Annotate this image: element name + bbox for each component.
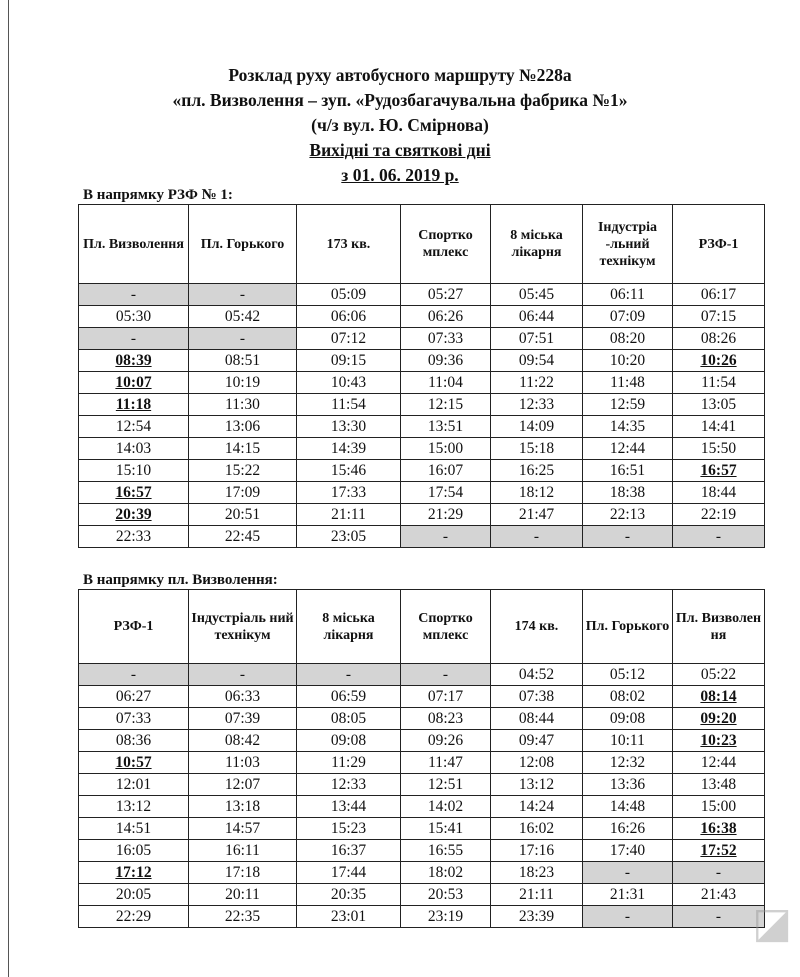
time-cell: 16:57 [79, 482, 189, 504]
time-cell: 21:47 [491, 504, 583, 526]
time-cell: 17:52 [673, 840, 765, 862]
time-cell: 18:12 [491, 482, 583, 504]
table-row [79, 906, 765, 928]
time-cell: 16:11 [189, 840, 297, 862]
table-row [79, 372, 765, 394]
time-cell: 12:08 [491, 752, 583, 774]
column-header: Індустріаль ний технікум [189, 590, 297, 664]
time-cell: 08:39 [79, 350, 189, 372]
time-cell: 12:01 [79, 774, 189, 796]
time-cell: 22:29 [79, 906, 189, 928]
table-row [79, 526, 765, 548]
time-cell: 06:33 [189, 686, 297, 708]
time-cell: 14:39 [297, 438, 401, 460]
time-cell: 13:51 [401, 416, 491, 438]
time-cell: 12:07 [189, 774, 297, 796]
time-cell: 16:57 [673, 460, 765, 482]
time-cell: 14:48 [583, 796, 673, 818]
time-cell: 06:27 [79, 686, 189, 708]
time-cell: 09:15 [297, 350, 401, 372]
time-cell: 09:08 [297, 730, 401, 752]
table-row [79, 438, 765, 460]
time-cell: 06:44 [491, 306, 583, 328]
time-cell: 08:14 [673, 686, 765, 708]
time-cell: 14:35 [583, 416, 673, 438]
time-cell: 18:38 [583, 482, 673, 504]
table-row [79, 416, 765, 438]
time-cell: 23:01 [297, 906, 401, 928]
time-cell: 16:38 [673, 818, 765, 840]
time-cell: 09:54 [491, 350, 583, 372]
time-cell: 05:30 [79, 306, 189, 328]
column-header: 8 міська лікарня [491, 205, 583, 284]
time-cell: 07:33 [79, 708, 189, 730]
time-cell: 10:19 [189, 372, 297, 394]
time-cell: 13:05 [673, 394, 765, 416]
time-cell: 17:18 [189, 862, 297, 884]
time-cell: 12:44 [673, 752, 765, 774]
time-cell: 15:46 [297, 460, 401, 482]
time-cell: 23:05 [297, 526, 401, 548]
time-cell: 09:20 [673, 708, 765, 730]
time-cell: - [583, 862, 673, 884]
time-cell: 16:26 [583, 818, 673, 840]
time-cell: 13:36 [583, 774, 673, 796]
time-cell: 16:25 [491, 460, 583, 482]
time-cell: 15:00 [401, 438, 491, 460]
time-cell: 21:43 [673, 884, 765, 906]
column-header: 8 міська лікарня [297, 590, 401, 664]
header-days: Вихідні та святкові дні [309, 140, 491, 160]
time-cell: 11:54 [673, 372, 765, 394]
header-via: (ч/з вул. Ю. Смірнова) [311, 115, 489, 135]
time-cell: 11:47 [401, 752, 491, 774]
table-row [79, 460, 765, 482]
time-cell: 17:16 [491, 840, 583, 862]
time-cell: 14:57 [189, 818, 297, 840]
time-cell: 17:40 [583, 840, 673, 862]
direction1-title: В напрямку РЗФ № 1: [83, 187, 233, 203]
time-cell: 12:54 [79, 416, 189, 438]
time-cell: 22:45 [189, 526, 297, 548]
time-cell: - [673, 906, 765, 928]
time-cell: 07:15 [673, 306, 765, 328]
table-row [79, 482, 765, 504]
time-cell: 12:33 [297, 774, 401, 796]
table-row [79, 350, 765, 372]
time-cell: 10:23 [673, 730, 765, 752]
time-cell: 13:30 [297, 416, 401, 438]
time-cell: 08:42 [189, 730, 297, 752]
time-cell: 20:11 [189, 884, 297, 906]
time-cell: 14:24 [491, 796, 583, 818]
time-cell: 12:33 [491, 394, 583, 416]
time-cell: 05:45 [491, 284, 583, 306]
time-cell: 15:23 [297, 818, 401, 840]
table-row [79, 686, 765, 708]
time-cell: - [189, 328, 297, 350]
time-cell: - [189, 664, 297, 686]
time-cell: 23:19 [401, 906, 491, 928]
table-row [79, 774, 765, 796]
header-title: Розклад руху автобусного маршруту №228а [228, 65, 572, 85]
time-cell: 16:07 [401, 460, 491, 482]
time-cell: 12:15 [401, 394, 491, 416]
time-cell: 15:18 [491, 438, 583, 460]
table-row [79, 796, 765, 818]
time-cell: 06:11 [583, 284, 673, 306]
time-cell: 23:39 [491, 906, 583, 928]
time-cell: 08:26 [673, 328, 765, 350]
time-cell: 13:06 [189, 416, 297, 438]
time-cell: 14:41 [673, 416, 765, 438]
time-cell: - [401, 526, 491, 548]
time-cell: 14:15 [189, 438, 297, 460]
time-cell: - [401, 664, 491, 686]
column-header: Спортко мплекс [401, 205, 491, 284]
time-cell: 07:12 [297, 328, 401, 350]
time-cell: - [297, 664, 401, 686]
table-row [79, 394, 765, 416]
time-cell: 21:11 [491, 884, 583, 906]
time-cell: 14:03 [79, 438, 189, 460]
time-cell: 10:11 [583, 730, 673, 752]
column-header: Спортко мплекс [401, 590, 491, 664]
time-cell: 20:05 [79, 884, 189, 906]
time-cell: 11:18 [79, 394, 189, 416]
time-cell: 17:12 [79, 862, 189, 884]
time-cell: 11:04 [401, 372, 491, 394]
time-cell: 15:50 [673, 438, 765, 460]
time-cell: 16:02 [491, 818, 583, 840]
time-cell: - [673, 526, 765, 548]
time-cell: 15:10 [79, 460, 189, 482]
table-row [79, 504, 765, 526]
time-cell: 11:22 [491, 372, 583, 394]
time-cell: 21:11 [297, 504, 401, 526]
time-cell: - [79, 328, 189, 350]
time-cell: 08:51 [189, 350, 297, 372]
direction2-body [79, 664, 765, 928]
table-row [79, 730, 765, 752]
table-row [79, 862, 765, 884]
time-cell: 16:37 [297, 840, 401, 862]
time-cell: 15:41 [401, 818, 491, 840]
time-cell: 06:59 [297, 686, 401, 708]
time-cell: 08:20 [583, 328, 673, 350]
column-header: Пл. Визволення [79, 205, 189, 284]
time-cell: 16:05 [79, 840, 189, 862]
time-cell: 13:48 [673, 774, 765, 796]
time-cell: 07:51 [491, 328, 583, 350]
time-cell: 05:12 [583, 664, 673, 686]
column-header: РЗФ-1 [79, 590, 189, 664]
column-header: 174 кв. [491, 590, 583, 664]
time-cell: 06:26 [401, 306, 491, 328]
time-cell: 08:02 [583, 686, 673, 708]
time-cell: 07:17 [401, 686, 491, 708]
time-cell: 09:47 [491, 730, 583, 752]
time-cell: 17:54 [401, 482, 491, 504]
time-cell: 07:09 [583, 306, 673, 328]
time-cell: 11:48 [583, 372, 673, 394]
time-cell: 20:53 [401, 884, 491, 906]
schedule-header [0, 63, 800, 188]
time-cell: 20:35 [297, 884, 401, 906]
time-cell: 08:05 [297, 708, 401, 730]
time-cell: 10:20 [583, 350, 673, 372]
time-cell: 12:44 [583, 438, 673, 460]
time-cell: 18:44 [673, 482, 765, 504]
time-cell: 05:09 [297, 284, 401, 306]
time-cell: 18:23 [491, 862, 583, 884]
column-header: 173 кв. [297, 205, 401, 284]
time-cell: 08:23 [401, 708, 491, 730]
time-cell: 22:35 [189, 906, 297, 928]
time-cell: 14:51 [79, 818, 189, 840]
time-cell: 14:02 [401, 796, 491, 818]
column-header: Пл. Горького [583, 590, 673, 664]
time-cell: - [673, 862, 765, 884]
time-cell: 06:17 [673, 284, 765, 306]
time-cell: 12:32 [583, 752, 673, 774]
table-row [79, 284, 765, 306]
time-cell: 17:09 [189, 482, 297, 504]
time-cell: 12:59 [583, 394, 673, 416]
time-cell: 11:29 [297, 752, 401, 774]
time-cell: 10:57 [79, 752, 189, 774]
time-cell: 22:33 [79, 526, 189, 548]
time-cell: 09:26 [401, 730, 491, 752]
table-row [79, 884, 765, 906]
time-cell: 06:06 [297, 306, 401, 328]
time-cell: 13:12 [79, 796, 189, 818]
table-row [79, 708, 765, 730]
time-cell: 20:51 [189, 504, 297, 526]
time-cell: 07:38 [491, 686, 583, 708]
time-cell: 21:29 [401, 504, 491, 526]
column-header: РЗФ-1 [673, 205, 765, 284]
time-cell: 15:22 [189, 460, 297, 482]
table-row [79, 818, 765, 840]
table-row [79, 752, 765, 774]
time-cell: 22:13 [583, 504, 673, 526]
time-cell: 21:31 [583, 884, 673, 906]
time-cell: 09:36 [401, 350, 491, 372]
time-cell: 13:18 [189, 796, 297, 818]
table-row [79, 328, 765, 350]
time-cell: 20:39 [79, 504, 189, 526]
table-header-row [79, 205, 765, 284]
time-cell: 17:33 [297, 482, 401, 504]
time-cell: - [491, 526, 583, 548]
time-cell: 04:52 [491, 664, 583, 686]
table-row [79, 664, 765, 686]
column-header: Пл. Визволен ня [673, 590, 765, 664]
time-cell: 11:03 [189, 752, 297, 774]
table-row [79, 306, 765, 328]
time-cell: 16:51 [583, 460, 673, 482]
time-cell: 07:39 [189, 708, 297, 730]
time-cell: - [79, 664, 189, 686]
time-cell: 11:54 [297, 394, 401, 416]
direction1-table [78, 204, 765, 548]
time-cell: 05:22 [673, 664, 765, 686]
table-row [79, 840, 765, 862]
time-cell: 12:51 [401, 774, 491, 796]
time-cell: 13:44 [297, 796, 401, 818]
time-cell: - [583, 526, 673, 548]
column-header: Пл. Горького [189, 205, 297, 284]
time-cell: 10:26 [673, 350, 765, 372]
time-cell: 14:09 [491, 416, 583, 438]
time-cell: 09:08 [583, 708, 673, 730]
time-cell: 07:33 [401, 328, 491, 350]
time-cell: 11:30 [189, 394, 297, 416]
column-header: Індустріа -льний технікум [583, 205, 673, 284]
time-cell: 05:42 [189, 306, 297, 328]
time-cell: 22:19 [673, 504, 765, 526]
header-date: з 01. 06. 2019 р. [341, 165, 459, 185]
time-cell: 08:36 [79, 730, 189, 752]
time-cell: 08:44 [491, 708, 583, 730]
corner-watermark-icon: ◪ [752, 898, 792, 947]
direction2-title: В напрямку пл. Визволення: [83, 572, 278, 588]
time-cell: 05:27 [401, 284, 491, 306]
time-cell: 10:07 [79, 372, 189, 394]
direction1-body [79, 284, 765, 548]
time-cell: 10:43 [297, 372, 401, 394]
time-cell: 16:55 [401, 840, 491, 862]
table-header-row [79, 590, 765, 664]
time-cell: - [79, 284, 189, 306]
direction2-table [78, 589, 765, 928]
time-cell: 17:44 [297, 862, 401, 884]
time-cell: 15:00 [673, 796, 765, 818]
time-cell: - [189, 284, 297, 306]
header-route: «пл. Визволення – зуп. «Рудозбагачувальна фабрика №1» [172, 90, 628, 110]
time-cell: 18:02 [401, 862, 491, 884]
time-cell: - [583, 906, 673, 928]
time-cell: 13:12 [491, 774, 583, 796]
